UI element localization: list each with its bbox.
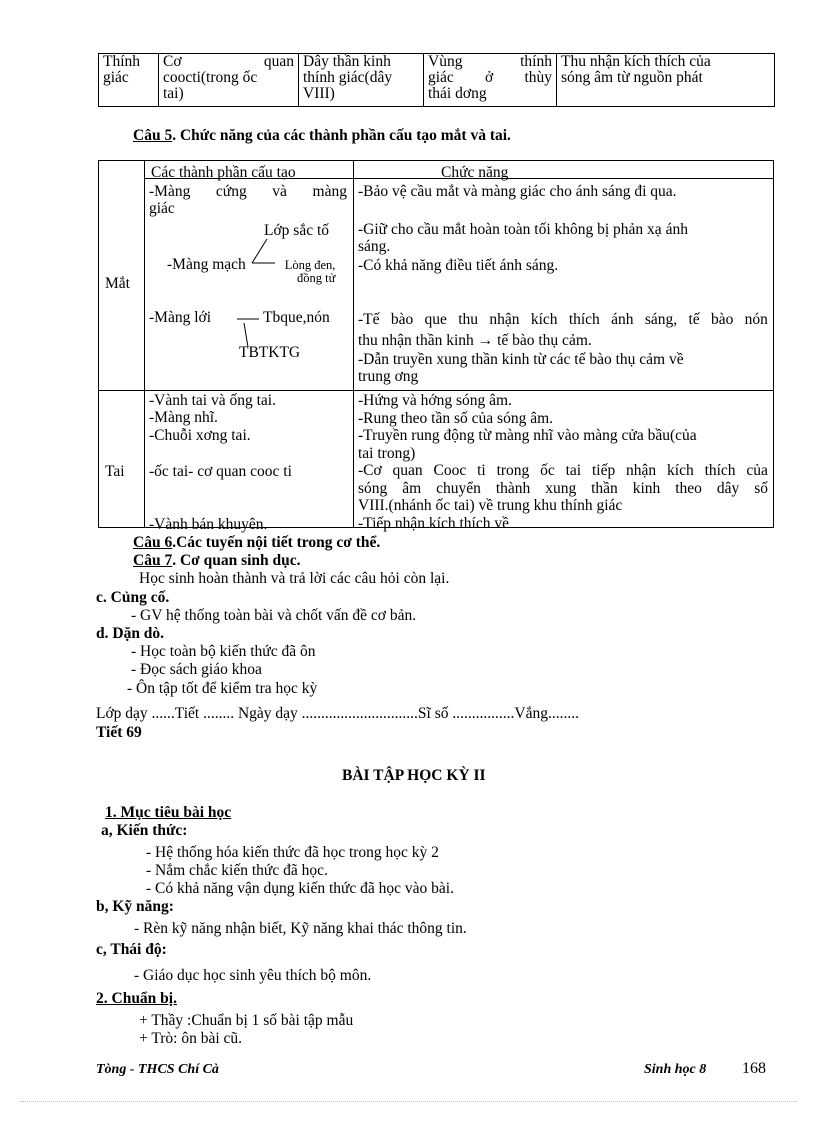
dan-do-item-3: - Ôn tập tốt để kiểm tra học kỳ	[127, 680, 318, 697]
cung-co-heading: c. Củng cố.	[96, 589, 170, 606]
tai-label: Tai	[105, 463, 125, 480]
bottom-divider	[20, 1101, 796, 1102]
dan-do-heading: d. Dặn dò.	[96, 625, 165, 642]
thai-do-item: - Giáo dục học sinh yêu thích bộ môn.	[134, 967, 372, 984]
mang-loi: -Màng lới	[149, 309, 212, 326]
kien-thuc-heading: a, Kiến thức:	[101, 822, 188, 839]
cau5-heading: Câu 5. Chức năng của các thành phần cấu tạo mắt và tai.	[133, 127, 511, 144]
lop-sac-to: Lớp sắc tố	[264, 222, 330, 239]
tai-func: -Hứng và hớng sóng âm. -Rung theo tần số của sóng âm. -Truyền rung động từ màng nhĩ vào màng cửa bầu(của tai trong) -Cơ quan Cooc ti trong ốc tai tiếp nhận kích thích của sóng âm chuyển thành xung thần kinh theo dây số VIII.(nhánh ốc tai) về trung khu thính giác -Tiếp nhận kích thích về	[358, 392, 768, 532]
thai-do-heading: c, Thái độ:	[96, 941, 167, 958]
mat-func-5: -Dẫn truyền xung thần kinh từ các tế bào thụ cảm về trung ơng	[358, 351, 684, 385]
chuan-bi-heading: 2. Chuẩn bị.	[96, 990, 177, 1007]
mat-func-2: -Giữ cho cầu mắt hoàn toàn tối không bị phản xạ ánh sáng.	[358, 221, 688, 255]
tai-part-2: -Màng nhĩ.	[149, 409, 218, 426]
cau6-heading: Câu 6.Các tuyến nội tiết trong cơ thể.	[133, 534, 381, 551]
tiet-label: Tiết 69	[96, 724, 142, 741]
tai-part-4: -ốc tai- cơ quan cooc ti	[149, 463, 292, 480]
top-cell-5: Thu nhận kích thích của sóng âm từ nguồn phát	[557, 54, 775, 107]
mang-mach: -Màng mạch	[167, 256, 246, 273]
mat-func-1: -Bảo vệ cầu mắt và màng giác cho ánh sáng đi qua.	[358, 183, 677, 200]
dan-do-item-1: - Học toàn bộ kiến thức đã ôn	[131, 643, 316, 660]
mat-func-4: -Tế bào que thu nhận kích thích ánh sáng, tế bào nón thu nhận thần kinh → tế bào thụ cảm.	[358, 311, 768, 349]
lop-day-line: Lớp dạy ......Tiết ........ Ngày dạy ..............................Sĩ số ................Vắng........	[96, 705, 579, 722]
kien-thuc-item-3: - Có khả năng vận dụng kiến thức đã học vào bài.	[146, 880, 454, 897]
ky-nang-heading: b, Kỹ năng:	[96, 898, 174, 915]
muc-tieu-heading: 1. Mục tiêu bài học	[105, 804, 232, 821]
header-function: Chức năng	[441, 164, 509, 181]
chuan-bi-item-1: + Thầy :Chuẩn bị 1 số bài tập mẫu	[139, 1012, 354, 1029]
footer-left: Tòng - THCS Chí Cà	[96, 1062, 219, 1077]
tbtktg: TBTKTG	[239, 344, 301, 361]
top-cell-3: Dây thần kinh thính giác(dây VIII)	[299, 54, 424, 107]
dan-do-item-2: - Đọc sách giáo khoa	[131, 661, 262, 678]
tai-part-3: -Chuỗi xơng tai.	[149, 427, 251, 444]
mang-loi-branch-lines	[234, 309, 264, 349]
table5	[98, 160, 774, 533]
kien-thuc-item-1: - Hệ thống hóa kiến thức đã học trong học kỳ 2	[146, 844, 439, 861]
top-cell-4: Vùng thính giác ở thùy thái dơng	[424, 54, 557, 107]
page-title: BÀI TẬP HỌC KỲ II	[342, 767, 486, 784]
arrow-right-icon: →	[477, 332, 494, 349]
mat-part-1: -Màng cứng và màng giác	[149, 183, 347, 217]
tai-part-5: -Vành bán khuyên.	[149, 516, 268, 533]
footer-right: Sinh học 8	[644, 1062, 707, 1077]
page-number: 168	[742, 1060, 766, 1077]
top-table	[98, 53, 775, 107]
mat-label: Mắt	[105, 275, 130, 292]
tbque-non: Tbque,nón	[263, 309, 330, 326]
top-cell-1: Thính giác	[99, 54, 159, 107]
tai-part-1: -Vành tai và ống tai.	[149, 392, 276, 409]
cung-co-item: - GV hệ thống toàn bài và chốt vấn đề cơ bản.	[131, 607, 417, 624]
top-cell-2: Cơ quan coocti(trong ốc tai)	[159, 54, 299, 107]
header-parts: Các thành phần cấu tạo	[151, 164, 296, 181]
hs-line: Học sinh hoàn thành và trả lời các câu hỏi còn lại.	[139, 570, 450, 587]
mat-func-3: -Có khả năng điều tiết ánh sáng.	[358, 257, 559, 274]
cau7-heading: Câu 7. Cơ quan sinh dục.	[133, 552, 301, 569]
kien-thuc-item-2: - Nắm chắc kiến thức đã học.	[146, 862, 328, 879]
long-den: Lòng đen, đồng tử	[284, 258, 336, 285]
chuan-bi-item-2: + Trò: ôn bài cũ.	[139, 1030, 243, 1047]
ky-nang-item: - Rèn kỹ năng nhận biết, Kỹ năng khai thác thông tin.	[134, 920, 467, 937]
